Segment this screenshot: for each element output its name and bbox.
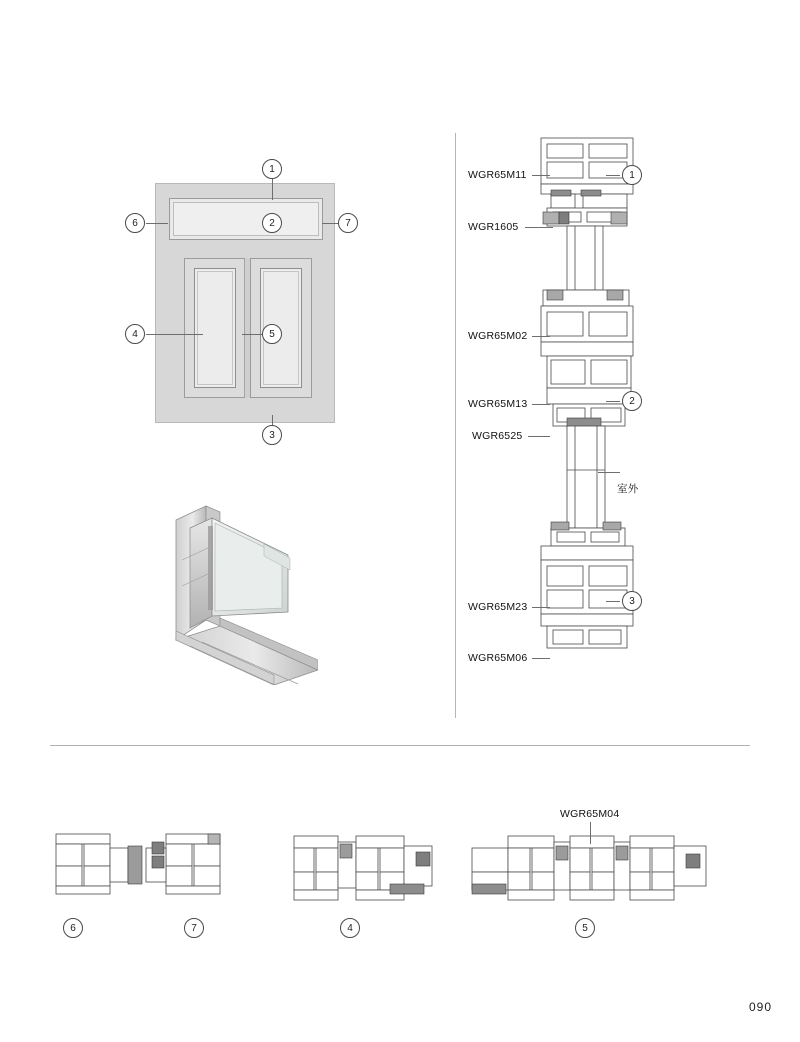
label-wgr65m04: WGR65M04 — [560, 808, 620, 820]
callout-bottom-4[interactable]: 4 — [340, 918, 360, 938]
horizontal-section-group-5 — [468, 828, 710, 913]
vertical-section-svg — [455, 130, 775, 720]
callout-bottom-6[interactable]: 6 — [63, 918, 83, 938]
page-number: 090 — [748, 1000, 772, 1014]
callout-4[interactable]: 4 — [125, 324, 145, 344]
door-leaf-right — [250, 258, 312, 398]
label-wgr65m06: WGR65M06 — [468, 652, 528, 664]
label-wgr65m11: WGR65M11 — [468, 169, 527, 181]
leader-outdoor — [598, 472, 620, 473]
callout-section-3[interactable]: 3 — [622, 591, 642, 611]
leader-wgr6525 — [528, 436, 550, 437]
corner-3d-render — [168, 500, 318, 685]
callout-1[interactable]: 1 — [262, 159, 282, 179]
callout-7[interactable]: 7 — [338, 213, 358, 233]
leader-section-2 — [606, 401, 620, 402]
label-wgr65m02: WGR65M02 — [468, 330, 528, 342]
leader-section-3 — [606, 601, 620, 602]
door-leaf-left — [184, 258, 246, 398]
leader-wgr1605 — [525, 227, 553, 228]
leader-section-1 — [606, 175, 620, 176]
leader-wgr65m02 — [532, 336, 550, 337]
vertical-section-detail — [455, 130, 775, 720]
leader-wgr65m04 — [590, 822, 591, 844]
callout-bottom-7[interactable]: 7 — [184, 918, 204, 938]
callout-2[interactable]: 2 — [262, 213, 282, 233]
transom-glass — [173, 202, 319, 236]
horizontal-section-group-4 — [290, 828, 440, 913]
section-divider — [50, 745, 750, 746]
horizontal-section-svg-67 — [48, 828, 228, 906]
leader-6 — [146, 223, 168, 224]
callout-bottom-5[interactable]: 5 — [575, 918, 595, 938]
horizontal-section-svg-4 — [290, 828, 440, 908]
label-wgr6525: WGR6525 — [472, 430, 523, 442]
leader-1 — [272, 178, 273, 200]
label-wgr65m23: WGR65M23 — [468, 601, 528, 613]
leader-wgr65m11 — [532, 175, 550, 176]
leader-wgr65m23 — [532, 607, 550, 608]
callout-5[interactable]: 5 — [262, 324, 282, 344]
callout-3[interactable]: 3 — [262, 425, 282, 445]
leader-wgr65m13 — [532, 404, 550, 405]
label-outdoor: 室外 — [617, 483, 639, 495]
callout-6[interactable]: 6 — [125, 213, 145, 233]
label-wgr1605: WGR1605 — [468, 221, 519, 233]
door-leaf-left-glass — [194, 268, 236, 388]
label-wgr65m13: WGR65M13 — [468, 398, 528, 410]
callout-section-2[interactable]: 2 — [622, 391, 642, 411]
leader-wgr65m06 — [532, 658, 550, 659]
corner-3d-svg — [168, 500, 318, 685]
door-elevation-drawing — [155, 183, 335, 423]
horizontal-section-svg-5 — [468, 828, 710, 908]
leader-4 — [146, 334, 203, 335]
transom-panel — [169, 198, 323, 240]
horizontal-section-group-67 — [48, 828, 228, 911]
callout-section-1[interactable]: 1 — [622, 165, 642, 185]
